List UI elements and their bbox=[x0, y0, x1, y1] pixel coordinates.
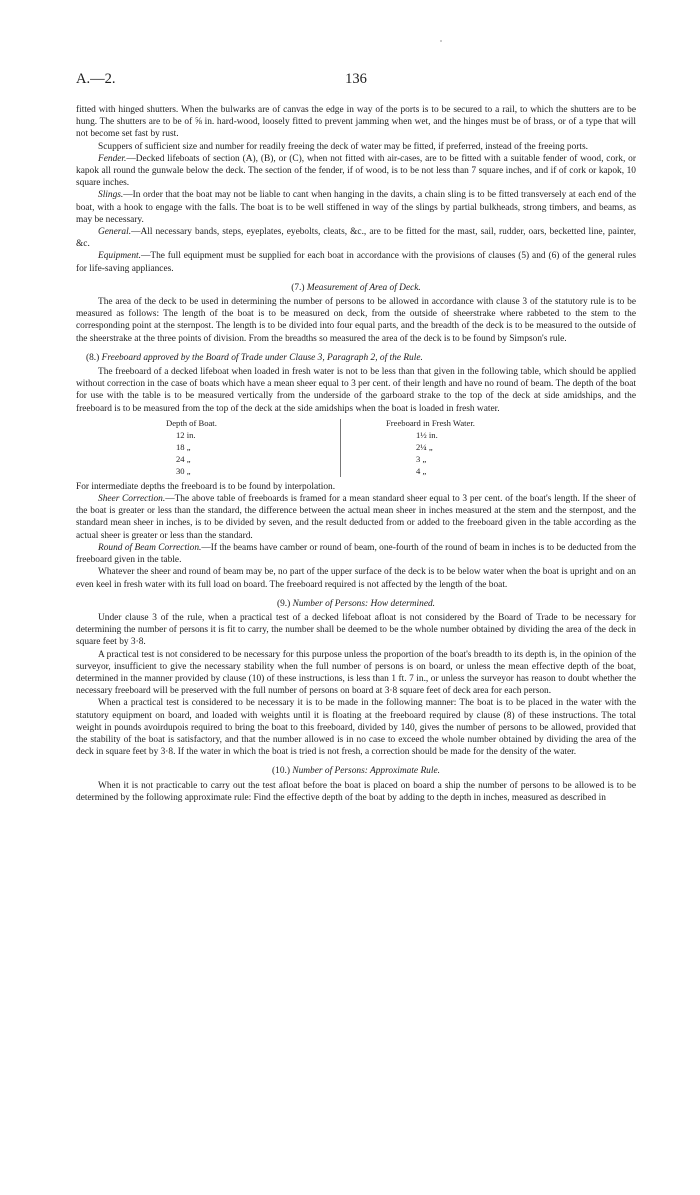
paragraph: Sheer Correction.—The above table of freeboards is framed for a mean standard sheer equal to 3 per cent. of the boat's length. If the sheer of the boat is greater or less than the standard, the difference between the actual mean sheer in inches measured at the stem and the sternpost, and the standard mean sheer in inches, is to be divided by seven, and the result deducted from or added to the freeboard given in the table according as the actual sheer is greater or less than the standard. bbox=[76, 494, 636, 541]
table-cell-depth: 24 „ bbox=[176, 453, 191, 464]
section-heading-7: (7.) Measurement of Area of Deck. bbox=[291, 282, 421, 293]
paragraph: When it is not practicable to carry out the test afloat before the boat is placed on board a ship the number of persons to be allowed is to be determined by the following approximate rule: Find the effective depth of the boat by adding to the depth in inches, measured as described in bbox=[76, 780, 636, 803]
freeboard-table bbox=[76, 417, 636, 479]
paragraph-title: Sheer Correction. bbox=[98, 494, 166, 505]
body-text bbox=[76, 104, 636, 804]
paragraph-title: General. bbox=[98, 227, 132, 238]
table-header-freeboard: Freeboard in Fresh Water. bbox=[386, 417, 475, 428]
paragraph: Round of Beam Correction.—If the beams have camber or round of beam, one-fourth of the round of beam in inches is to be deducted from the freeboard given in the table. bbox=[76, 542, 636, 566]
speck bbox=[440, 40, 442, 42]
page-number: 136 bbox=[345, 71, 367, 87]
paragraph: General.—All necessary bands, steps, eyeplates, eyebolts, cleats, &c., are to be fitted for the mast, sail, rudder, oars, becketted line, painter, &c. bbox=[76, 227, 636, 250]
table-cell-depth: 12 in. bbox=[176, 429, 196, 440]
paragraph: A practical test is not considered to be necessary for this purpose unless the proportion of the boat's breadth to its depth is, in the opinion of the surveyor, insufficient to give the necessary stability when the full number of persons is on board, or unless the mean effective depth of the boat, determined in the manner provided by clause (10) of these instructions, is less than 1 ft. 7 in., or unless the surveyor has reason to doubt whether the necessary freeboard will be preserved with the full number of persons on board at 3·8 square feet of deck area for each person. bbox=[76, 649, 636, 697]
paragraph-title: Slings. bbox=[98, 190, 124, 201]
table-header-depth: Depth of Boat. bbox=[166, 417, 217, 428]
paragraph-title: Fender. bbox=[98, 153, 127, 164]
paragraph: Scuppers of sufficient size and number for readily freeing the deck of water may be fitted, if preferred, instead of the freeing ports. bbox=[98, 141, 588, 152]
table-cell-freeboard: 2¼ „ bbox=[416, 441, 433, 452]
table-divider bbox=[340, 419, 341, 477]
page-header bbox=[76, 71, 636, 89]
paragraph: Slings.—In order that the boat may not be liable to cant when hanging in the davits, a chain sling is to be fitted transversely at each end of the boat, with a hook to engage with the falls. The boat is to be well stiffened in way of the slings by partial bulkheads, strong timbers, and beams, as may be necessary. bbox=[76, 190, 636, 225]
table-cell-depth: 18 „ bbox=[176, 441, 191, 452]
document-reference: A.—2. bbox=[76, 71, 116, 87]
section-heading-10: (10.) Number of Persons: Approximate Rule. bbox=[272, 766, 440, 777]
section-heading-9: (9.) Number of Persons: How determined. bbox=[276, 598, 436, 609]
paragraph-title: Round of Beam Correction. bbox=[98, 542, 202, 553]
table-cell-freeboard: 1½ in. bbox=[416, 429, 438, 440]
paragraph-title: Equipment. bbox=[98, 251, 141, 262]
paragraph: When a practical test is considered to be necessary it is to be made in the following manner: The boat is to be placed in the water with the statutory equipment on board, and loaded with weights until it is floating at the freeboard required by clause (8) of these instructions. The total weight in pounds avoirdupois required to bring the boat to this freeboard, divided by 140, gives the number of persons to be allowed, provided that the stability of the boat is satisfactory, and that the number allowed is in no case to exceed the whole number obtained by dividing the area of the deck in square feet by 3·8. If the water in which the boat is tried is not fresh, a correction should be made for the density of the water. bbox=[76, 698, 636, 758]
section-heading-8: (8.) Freeboard approved by the Board of Trade under Clause 3, Paragraph 2, of the Rule. bbox=[86, 352, 423, 363]
paragraph: fitted with hinged shutters. When the bulwarks are of canvas the edge in way of the ports is to be secured to a rail, to which the shutters are to be hung. The shutters are to be of ⅝ in. hard-wood, loosely fitted to prevent jamming when wet, and the hinges must be of brass, or of a type that will not become set fast by rust. bbox=[76, 105, 636, 140]
paragraph: The area of the deck to be used in determining the number of persons to be allowed in accordance with clause 3 of the statutory rule is to be measured as follows: The length of the boat is to be measured on deck, from the outside of sheerstrake where rabbeted to the stem to the corresponding point at the sternpost. The length is to be divided into four equal parts, and the breadth of the deck is to be measured to the outside of the sheerstrake at the three points of division. From the breadths so measured the area of the deck is to be found by Simpson's rule. bbox=[76, 297, 636, 344]
paragraph: Equipment.—The full equipment must be supplied for each boat in accordance with the provisions of clauses (5) and (6) of the general rules for life-saving appliances. bbox=[76, 251, 636, 274]
paragraph: Whatever the sheer and round of beam may be, no part of the upper surface of the deck is to be below water when the boat is upright and on an even keel in fresh water with its full load on board. The freeboard required is not affected by the length of the boat. bbox=[76, 567, 636, 590]
paragraph: The freeboard of a decked lifeboat when loaded in fresh water is not to be less than that given in the following table, which should be applied without correction in the case of boats which have a mean sheer equal to 3 per cent. of their length and have no round of beam. The depth of the boat for use with the table is to be measured vertically from the underside of the garboard strake to the top of the deck at side amidships, and the freeboard is to be measured from the top of the deck at the side amidships when the boat is loaded in fresh water. bbox=[76, 367, 636, 414]
paragraph: For intermediate depths the freeboard is to be found by interpolation. bbox=[76, 481, 336, 492]
paragraph: Under clause 3 of the rule, when a practical test of a decked lifeboat afloat is not considered by the Board of Trade to be necessary for determining the number of persons it is fit to carry, the number shall be deemed to be the whole number obtained by dividing the area of the deck in square feet by 3·8. bbox=[76, 612, 636, 648]
table-cell-depth: 30 „ bbox=[176, 465, 191, 476]
paragraph: Fender.—Decked lifeboats of section (A), (B), or (C), when not fitted with air-cases, are to be fitted with a suitable fender of wood, cork, or kapok all round the gunwale below the deck. The section of the fender, if of wood, is to be not less than 7 square inches, and if of cork or kapok, 10 square inches. bbox=[76, 153, 636, 189]
table-cell-freeboard: 4 „ bbox=[416, 465, 427, 476]
table-cell-freeboard: 3 „ bbox=[416, 453, 427, 464]
